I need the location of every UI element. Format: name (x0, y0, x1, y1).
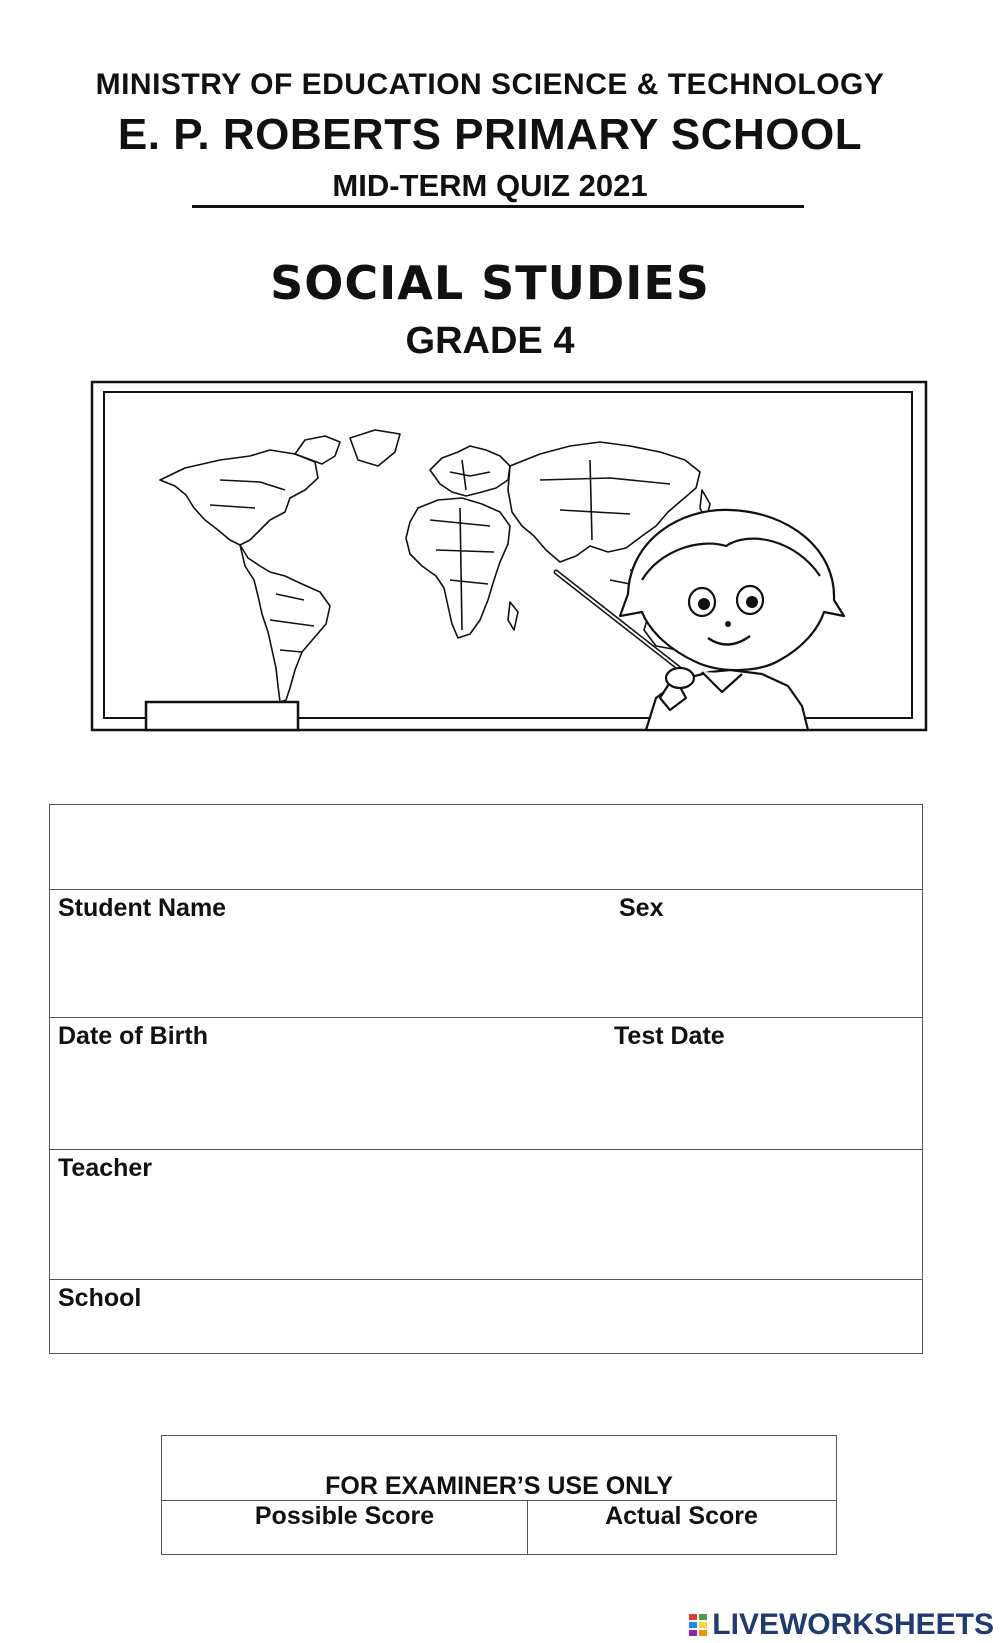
test-date-label: Test Date (614, 1022, 725, 1050)
examiner-divider (162, 1500, 836, 1501)
student-info-table (49, 804, 923, 1354)
liveworksheets-logo-icon (688, 1612, 708, 1638)
subject-title: SOCIAL STUDIES (270, 256, 710, 310)
school-label: School (58, 1284, 142, 1312)
teacher-pointing-at-world-map-illustration (90, 380, 930, 734)
teacher-label: Teacher (58, 1154, 153, 1182)
student-name-label: Student Name (58, 894, 227, 922)
header-divider (192, 205, 804, 208)
brand-text: LIVEWORKSHEETS (712, 1608, 994, 1641)
ministry-heading: MINISTRY OF EDUCATION SCIENCE & TECHNOLOGY (95, 68, 885, 101)
possible-score-label: Possible Score (254, 1502, 435, 1530)
liveworksheets-brand (688, 1608, 994, 1642)
examiner-title: FOR EXAMINER’S USE ONLY (325, 1472, 673, 1500)
examiner-box (161, 1435, 837, 1555)
sex-label: Sex (619, 894, 664, 922)
teacher-row (50, 1149, 922, 1279)
world-map-board-icon (90, 380, 930, 734)
date-of-birth-row (50, 1017, 922, 1149)
school-name: E. P. ROBERTS PRIMARY SCHOOL (117, 110, 863, 159)
date-of-birth-label: Date of Birth (58, 1022, 208, 1050)
student-name-row (50, 889, 922, 1017)
quiz-title: MID-TERM QUIZ 2021 (332, 168, 648, 203)
actual-score-label: Actual Score (605, 1502, 758, 1530)
grade-title: GRADE 4 (405, 320, 575, 362)
school-row (50, 1279, 922, 1353)
